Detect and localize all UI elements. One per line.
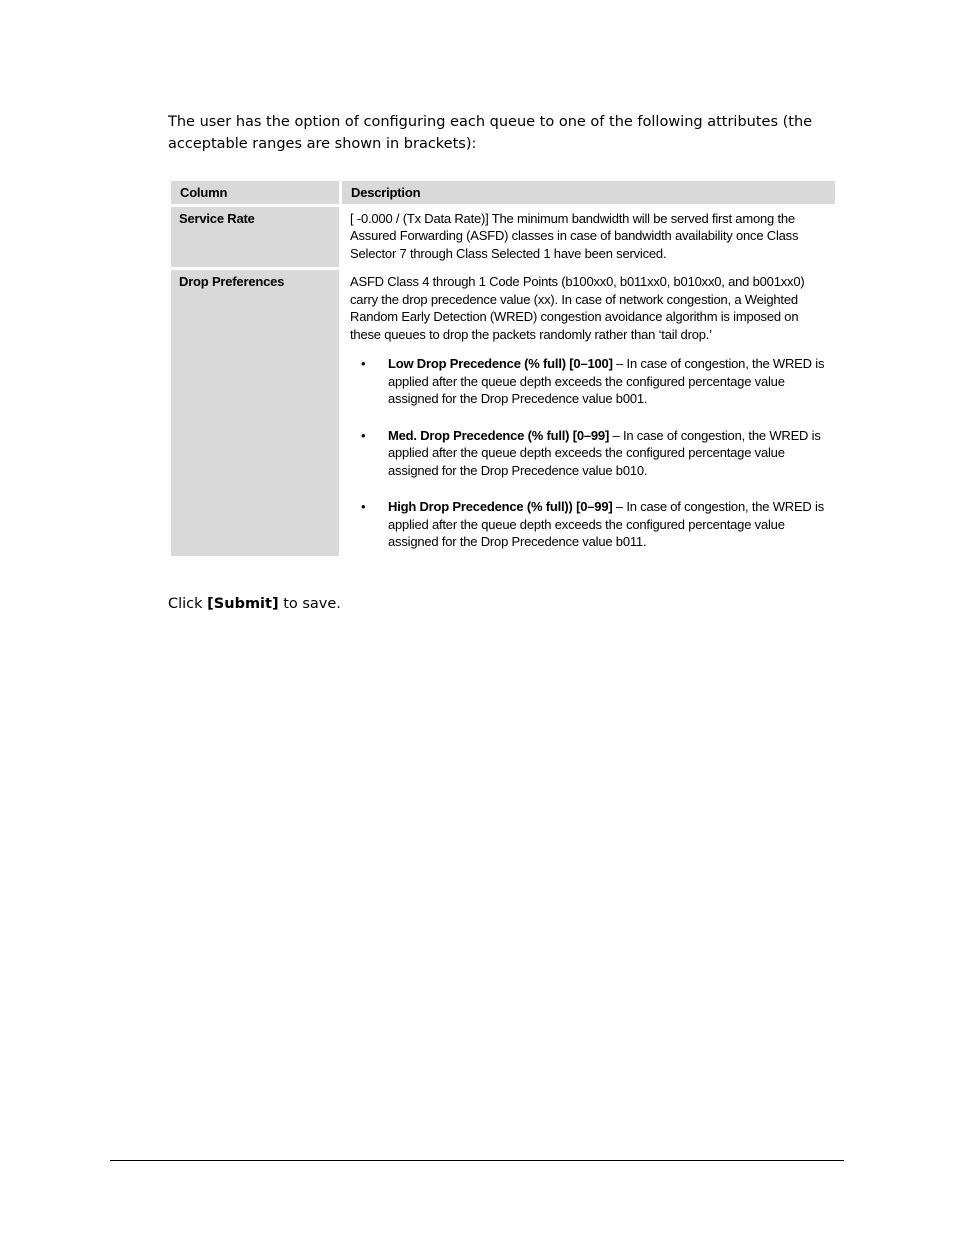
description-header: Description [342, 181, 835, 204]
footer-divider [110, 1160, 844, 1161]
row-description-drop-preferences [342, 270, 835, 556]
drop-precedence-list [350, 355, 827, 551]
submit-instruction-suffix: to save. [278, 596, 341, 612]
bullet-icon: • [361, 427, 366, 443]
service-rate-text: [ -0.000 / (Tx Data Rate)] The minimum bandwidth will be served first among the Assured Forwarding (ASFD) classes in case of bandwidth availability once Class Selector 7 through Class Selected 1 have been serviced. [350, 210, 799, 261]
bullet-title: High Drop Precedence (% full)) [0–99] [388, 499, 613, 514]
submit-instruction [168, 593, 818, 615]
list-item [361, 355, 827, 408]
bullet-title: Med. Drop Precedence (% full) [0–99] [388, 427, 610, 443]
attributes-table [168, 178, 838, 559]
bullet-text: – In case of congestion, the WRED is applied after the queue depth exceeds the configured percentage value assigned for the Drop Precedence value b010. [388, 427, 821, 478]
list-item [361, 427, 827, 480]
table-row [171, 207, 835, 268]
row-label-drop-preferences: Drop Preferences [171, 270, 339, 556]
table-row [171, 270, 835, 556]
submit-instruction-prefix: Click [168, 596, 208, 612]
bullet-icon: • [361, 356, 366, 371]
row-label-service-rate: Service Rate [171, 207, 339, 268]
row-description-service-rate [342, 207, 835, 268]
drop-preferences-text: ASFD Class 4 through 1 Code Points (b100xx0, b011xx0, b010xx0, and b001xx0) carry the drop precedence value (xx). In case of network congestion, a Weighted Random Early Detection (WRED) congestion avoidance algorithm is imposed on these queues to drop the packets randomly rather than ‘tail drop.’ [350, 274, 805, 342]
column-header: Column [171, 181, 339, 204]
table-header-row [171, 181, 835, 204]
bullet-title: Low Drop Precedence (% full) [0–100] [388, 356, 613, 371]
bullet-text: – In case of congestion, the WRED is applied after the queue depth exceeds the configured percentage value assigned for the Drop Precedence value b001. [388, 356, 825, 406]
submit-label: [Submit] [207, 596, 279, 612]
bullet-icon: • [361, 499, 366, 514]
list-item [361, 498, 827, 551]
intro-paragraph: The user has the option of configuring each queue to one of the following attributes (the acceptable ranges are shown in brackets): [168, 114, 813, 152]
bullet-text: – In case of congestion, the WRED is applied after the queue depth exceeds the configured percentage value assigned for the Drop Precedence value b011. [388, 499, 825, 549]
